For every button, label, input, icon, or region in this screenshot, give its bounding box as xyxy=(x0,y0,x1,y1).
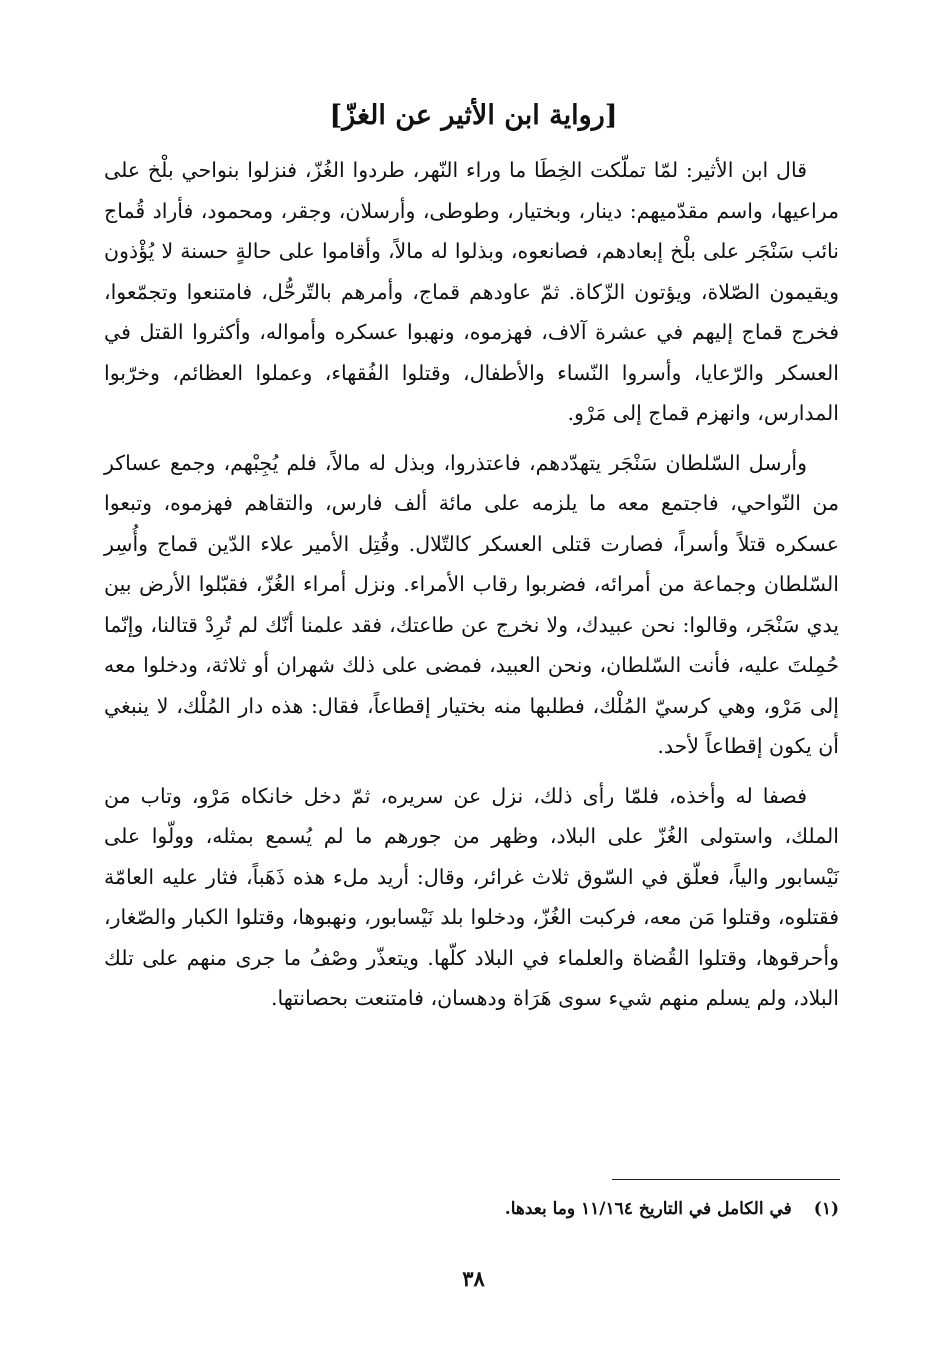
paragraph-3: فصفا له وأخذه، فلمّا رأى ذلك، نزل عن سريره، ثمّ دخل خانكاه مَرْو، وتاب من الملك، واستولى الغُزّ على البلاد، وظهر من جورهم ما لم يُسمع بمثله، وولّوا على نَيْسابور والياً، فعلّق في السّوق ثلاث غرائر، وقال: أريد ملء هذه ذَهَباً، فثار عليه العامّة فقتلوه، وقتلوا مَن معه، فركبت الغُزّ، ودخلوا بلد نَيْسابور، ونهبوها، وقتلوا الكبار والصّغار، وأحرقوها، وقتلوا القُضاة والعلماء في البلاد كلّها. ويتعذّر وصْفُ ما جرى منهم على تلك البلاد، ولم يسلم منهم شيء سوى هَرَاة ودهسان، فامتنعت بحصانتها. xyxy=(104,783,839,1010)
page-number: ٣٨ xyxy=(462,1266,485,1291)
paragraph-2: وأرسل السّلطان سَنْجَر يتهدّدهم، فاعتذروا، وبذل له مالاً، فلم يُجِبْهم، وجمع عساكر من النّواحي، فاجتمع معه ما يلزمه على مائة ألف فارس، والتقاهم فهزموه، وتبعوا عسكره قتلاً وأسراً، فصارت قتلى العسكر كالتّلال. وقُتِل الأمير علاء الدّين قماج وأُسِر السّلطان وجماعة من أمرائه، فضربوا رقاب الأمراء. ونزل أمراء الغُزّ، فقبّلوا الأرض بين يدي سَنْجَر، وقالوا: نحن عبيدك، ولا نخرج عن طاعتك، فقد علمنا أنّك لم تُرِدْ قتالنا، وإنّما حُمِلتَ عليه، فأنت السّلطان، ونحن العبيد، فمضى على ذلك شهران أو ثلاثة، ودخلوا معه إلى مَرْو، وهي كرسيّ المُلْك، فطلبها منه بختيار إقطاعاً، فقال: هذه دار المُلْك، لا ينبغي أن يكون إقطاعاً لأحد. xyxy=(104,450,839,758)
body-text xyxy=(104,150,839,1019)
page-title: [رواية ابن الأثير عن الغزّ] xyxy=(329,100,618,131)
paragraph-1: قال ابن الأثير: لمّا تملّكت الخِطَا ما وراء النّهر، طردوا الغُزّ، فنزلوا بنواحي بلْخ على مراعيها، واسم مقدّميهم: دينار، وبختيار، وطوطى، وأرسلان، وجقر، ومحمود، فأراد قُماج نائب سَنْجَر على بلْخ إبعادهم، فصانعوه، وبذلوا له مالاً، وأقاموا على حالةٍ حسنة لا يُؤْذون ويقيمون الصّلاة، ويؤتون الزّكاة. ثمّ عاودهم قماج، وأمرهم بالتّرحُّل، فامتنعوا وتجمّعوا، فخرج قماج إليهم في عشرة آلاف، فهزموه، ونهبوا عسكره وأمواله، وأكثروا القتل في العسكر والرّعايا، وأسروا النّساء والأطفال، وقتلوا الفُقهاء، وعملوا العظائم، وخرّبوا المدارس، وانهزم قماج إلى مَرْو. xyxy=(104,158,839,425)
footnote-divider xyxy=(612,1179,840,1180)
footnote-text: في الكامل في التاريخ ١١/١٦٤ وما بعدها. xyxy=(504,1199,792,1219)
footnote-number: (١) xyxy=(813,1199,839,1219)
footnote xyxy=(104,1194,839,1224)
